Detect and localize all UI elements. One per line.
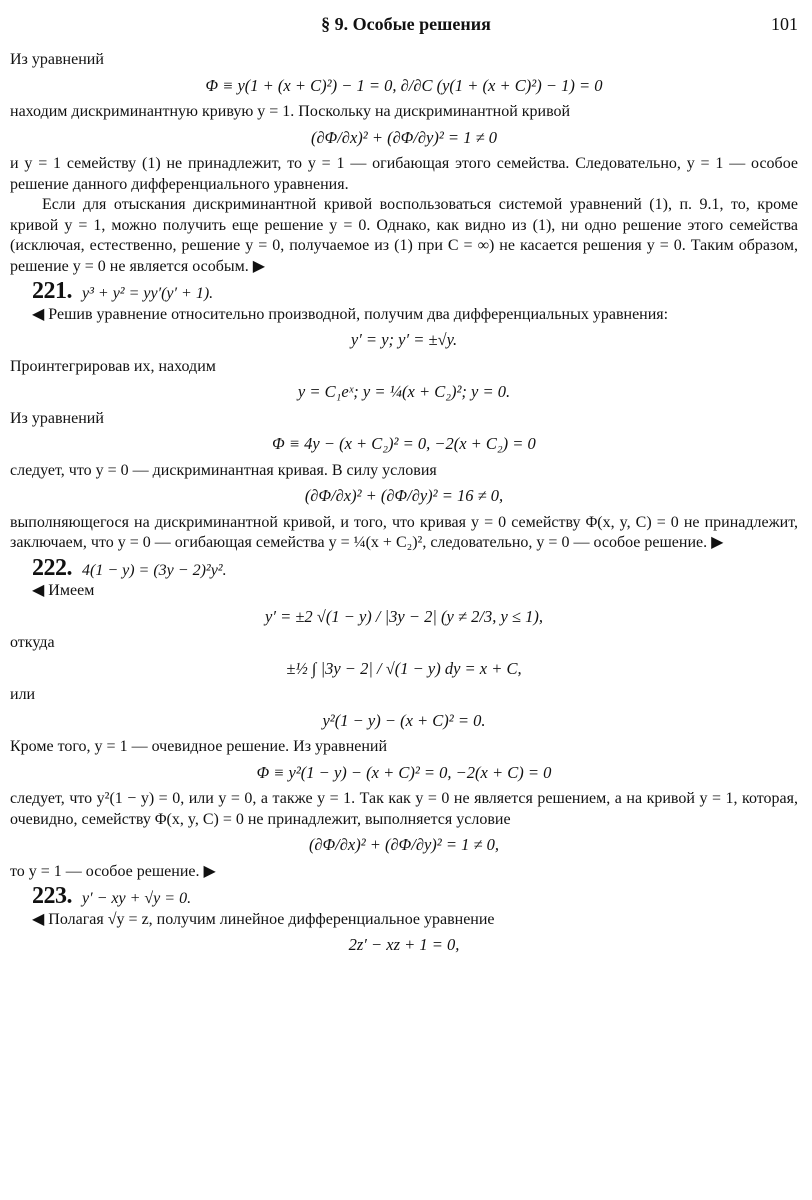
formula: Φ ≡ y(1 + (x + C)²) − 1 = 0, ∂/∂C (y(1 + (x + C)²) − 1) = 0 — [205, 75, 603, 95]
paragraph: и y = 1 семейству (1) не принадлежит, то y = 1 — огибающая этого семейства. Следовательно, y = 1 — особое решение данного дифференциального уравнения. — [10, 155, 798, 193]
paragraph: находим дискриминантную кривую y = 1. Поскольку на дискриминантной кривой — [10, 103, 571, 120]
problem-equation: y³ + y² = yy′(y′ + 1). — [82, 285, 214, 302]
problem-number: 222. — [32, 554, 72, 581]
paragraph: Кроме того, y = 1 — очевидное решение. Из уравнений — [10, 738, 388, 755]
paragraph: откуда — [10, 634, 55, 651]
formula: y²(1 − y) − (x + C)² = 0. — [322, 710, 486, 730]
solution-start: ◀ Решив уравнение относительно производной, получим два дифференциальных уравнения: — [32, 305, 669, 323]
formula: ±½ ∫ |3y − 2| / √(1 − y) dy = x + C, — [286, 658, 522, 678]
formula: y′ = y; y′ = ±√y. — [350, 330, 458, 349]
formula: Φ ≡ y²(1 − y) − (x + C)² = 0, −2(x + C) = 0 — [256, 762, 552, 782]
problem-number: 223. — [32, 883, 72, 909]
formula: 2z′ − xz + 1 = 0, — [348, 935, 460, 954]
page-content — [10, 50, 798, 962]
solution-start: ◀ Полагая √y = z, получим линейное дифференциальное уравнение — [32, 910, 495, 928]
paragraph: выполняющегося на дискриминантной кривой, и того, что кривая y = 0 семейству Φ(x, y, C) = 0 не принадлежит, заключаем, что y = 0 — огибающая семейства y = ¼(x + C₂)², следовательно, y = 0 — особое решение. ▶ — [10, 513, 798, 551]
paragraph: следует, что y = 0 — дискриминантная кривая. В силу условия — [10, 461, 437, 479]
paragraph: Из уравнений — [10, 409, 104, 427]
formula: (∂Φ/∂x)² + (∂Φ/∂y)² = 1 ≠ 0, — [308, 835, 500, 854]
paragraph: то y = 1 — особое решение. ▶ — [10, 862, 216, 880]
problem-equation: 4(1 − y) = (3y − 2)²y². — [82, 561, 227, 579]
formula: y′ = ±2 √(1 − y) / |3y − 2| (y ≠ 2/3, y ≤ 1), — [265, 606, 543, 626]
paragraph: Если для отыскания дискриминантной кривой воспользоваться системой уравнений (1), п. 9.1, то, кроме кривой y = 1, можно получить еще решение y = 0. Однако, как видно из (1), ни одно решение этого семейства (исключая, естественно, решение y = 0, получаемое из (1) при C = ∞) не касается решения y = 0. Таким образом, решение y = 0 не является особым. ▶ — [10, 196, 798, 275]
paragraph: Из уравнений — [10, 51, 104, 68]
formula: (∂Φ/∂x)² + (∂Φ/∂y)² = 1 ≠ 0 — [311, 127, 497, 147]
page-number: 101 — [771, 14, 798, 34]
problem-number: 221. — [32, 278, 72, 304]
formula: Φ ≡ 4y − (x + C₂)² = 0, −2(x + C₂) = 0 — [272, 434, 536, 453]
page-header — [0, 14, 812, 40]
formula: (∂Φ/∂x)² + (∂Φ/∂y)² = 16 ≠ 0, — [304, 486, 504, 505]
solution-start: ◀ Имеем — [32, 582, 95, 599]
section-title: § 9. Особые решения — [321, 14, 491, 34]
problem-221 — [32, 278, 798, 305]
paragraph: или — [10, 686, 36, 703]
problem-equation: y′ − xy + √y = 0. — [82, 890, 192, 907]
formula: y = C₁eˣ; y = ¼(x + C₂)²; y = 0. — [297, 382, 511, 401]
problem-223 — [32, 883, 798, 910]
problem-222 — [32, 554, 798, 582]
paragraph: Проинтегрировав их, находим — [10, 357, 216, 375]
paragraph: следует, что y²(1 − y) = 0, или y = 0, а также y = 1. Так как y = 0 не является решением, а на кривой y = 1, которая, очевидно, семейству Φ(x, y, C) = 0 не принадлежит, выполняется условие — [10, 790, 798, 828]
